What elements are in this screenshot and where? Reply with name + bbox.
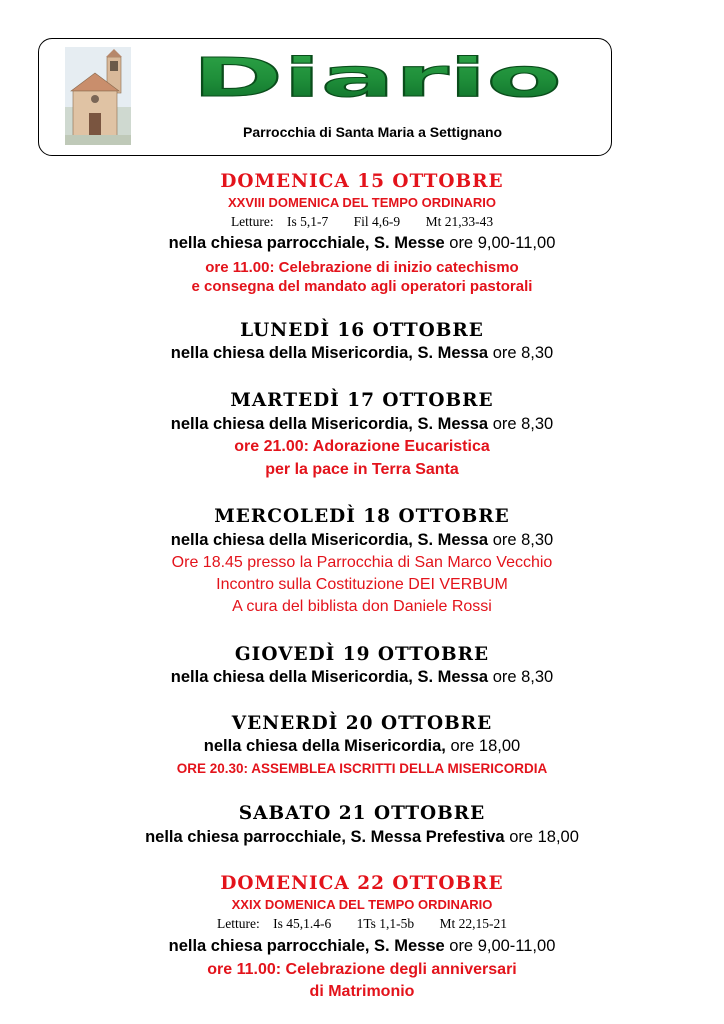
mass-line — [0, 344, 724, 363]
event-note: ORE 20.30: ASSEMBLEA ISCRITTI DELLA MISERICORDIA — [176, 761, 548, 776]
mass-line — [0, 828, 724, 847]
diario-title-text: Diario — [192, 47, 562, 110]
mass-place: nella chiesa della Misericordia, S. Messa — [170, 531, 489, 549]
church-illustration — [65, 47, 131, 145]
event-note: ore 11.00: Celebrazione di inizio catechismo — [205, 259, 519, 276]
mass-line — [0, 531, 724, 550]
mass-time: ore 8,30 — [492, 668, 554, 686]
day-title: DOMENICA 22 OTTOBRE — [220, 873, 504, 894]
reading-1: Is 5,1-7 — [287, 214, 329, 229]
mass-line — [0, 737, 724, 756]
day-title: LUNEDÌ 16 OTTOBRE — [240, 320, 484, 341]
diario-title — [187, 35, 567, 125]
mass-place: nella chiesa della Misericordia, S. Messa — [170, 415, 489, 433]
mass-line — [0, 415, 724, 434]
reading-3: Mt 22,15-21 — [439, 916, 508, 931]
day-subtitle: XXIX DOMENICA DEL TEMPO ORDINARIO — [231, 897, 493, 912]
mass-line — [0, 668, 724, 687]
reading-2: 1Ts 1,1-5b — [356, 916, 415, 931]
mass-place: nella chiesa parrocchiale, S. Messa Prefestiva — [145, 828, 505, 846]
event-note: Incontro sulla Costituzione DEI VERBUM — [216, 576, 508, 593]
event-note: e consegna del mandato agli operatori pastorali — [191, 278, 533, 295]
day-title: GIOVEDÌ 19 OTTOBRE — [234, 644, 490, 665]
mass-time: ore 8,30 — [492, 415, 554, 433]
event-note: di Matrimonio — [309, 983, 415, 1000]
mass-place: nella chiesa della Misericordia, S. Messa — [170, 344, 489, 362]
readings-label: Letture: — [230, 214, 274, 229]
mass-line — [0, 937, 724, 956]
mass-place: nella chiesa parrocchiale, S. Messe — [168, 234, 445, 252]
mass-time: ore 9,00-11,00 — [449, 234, 556, 252]
mass-place: nella chiesa della Misericordia, S. Messa — [170, 668, 489, 686]
day-title: MARTEDÌ 17 OTTOBRE — [230, 390, 494, 411]
mass-time: ore 8,30 — [492, 344, 554, 362]
event-note: A cura del biblista don Daniele Rossi — [232, 598, 492, 615]
event-note: Ore 18.45 presso la Parrocchia di San Marco Vecchio — [171, 554, 553, 571]
day-title: SABATO 21 OTTOBRE — [238, 803, 486, 824]
readings — [0, 214, 724, 230]
mass-time: ore 18,00 — [450, 737, 521, 755]
readings — [0, 916, 724, 932]
event-note: ore 11.00: Celebrazione degli anniversari — [207, 961, 517, 978]
reading-2: Fil 4,6-9 — [353, 214, 401, 229]
mass-place: nella chiesa parrocchiale, S. Messe — [168, 937, 445, 955]
event-note: ore 21.00: Adorazione Eucaristica — [234, 438, 490, 455]
readings-label: Letture: — [216, 916, 260, 931]
parish-name: Parrocchia di Santa Maria a Settignano — [243, 124, 503, 140]
reading-3: Mt 21,33-43 — [425, 214, 494, 229]
event-note: per la pace in Terra Santa — [265, 461, 459, 478]
mass-time: ore 18,00 — [509, 828, 579, 846]
header-box — [38, 38, 612, 156]
day-subtitle: XXVIII DOMENICA DEL TEMPO ORDINARIO — [228, 195, 496, 210]
mass-time: ore 9,00-11,00 — [449, 937, 556, 955]
mass-place: nella chiesa della Misericordia, — [203, 737, 446, 755]
mass-line — [0, 234, 724, 253]
day-title: MERCOLEDÌ 18 OTTOBRE — [214, 506, 510, 527]
day-title: VENERDÌ 20 OTTOBRE — [231, 713, 493, 734]
mass-time: ore 8,30 — [492, 531, 554, 549]
reading-1: Is 45,1.4-6 — [273, 916, 332, 931]
day-title: DOMENICA 15 OTTOBRE — [220, 171, 504, 192]
